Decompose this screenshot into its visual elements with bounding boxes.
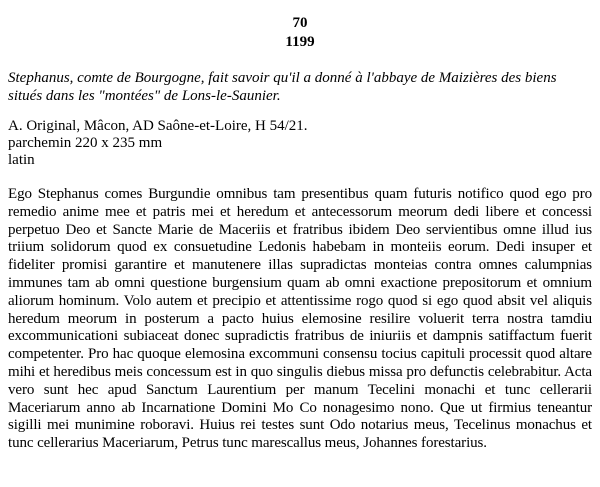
charter-number: 70 xyxy=(292,15,308,31)
material-dimensions: parchemin 220 x 235 mm xyxy=(8,135,163,151)
charter-year: 1199 xyxy=(285,34,315,50)
regest-summary: Stephanus, comte de Bourgogne, fait savoir qu'il a donné à l'abbaye de Maizières des biens situés dans les "montées" de Lons-le-Saunier. xyxy=(8,70,557,104)
language: latin xyxy=(8,152,35,168)
charter-text: Ego Stephanus comes Burgundie omnibus tam presentibus quam futuris notifico quod ego pro remedio anime mee et patris mei et heredum et antecessorum meorum dedi libere et concessi perpetuo Deo et Sancte Marie de Maceriis et fratribus ibidem Deo servientibus omne illud ius triium solidorum quod ex consuetudine Ledonis habebam in monteiis eorum. Dedi insuper et fideliter promisi garantire et manutenere illas supradictas monteias contra omnes calumpnias immunes tam ab omni questione burgensium quam ab omni exactione prepositorum et omnium aliorum hominum. Volo autem et precipio et attentissime rogo quod si ego quod absit vel aliquis heredum meorum in posterum a pacto huius elemosine resilire voluerit terra nostra tamdiu excommunicationi subiaceat donec supradictis fratribus de iniuriis et dampnis satiffactum fuerit competenter. Pro hac quoque elemosina excommuni consensu tocius capituli processit quod altare mihi et heredibus meis concessum est in quo singulis diebus missa pro defunctis celebrabitur. Acta vero sunt hec apud Sanctum Laurentium per manum Tecelini monachi et tunc cellerarii Maceriarum anno ab Incarnatione Domini Mo Co nonagesimo nono. Que ut firmius teneantur sigilli mei munimine roboravi. Huius rei testes sunt Odo notarius meus, Tecelinus monachus et tunc cellerarius Maceriarum, Petrus tunc marescallus meus, Johannes forestarius. xyxy=(8,186,592,452)
original-source: A. Original, Mâcon, AD Saône-et-Loire, H 54/21. xyxy=(8,118,308,134)
source-metadata xyxy=(8,118,592,169)
